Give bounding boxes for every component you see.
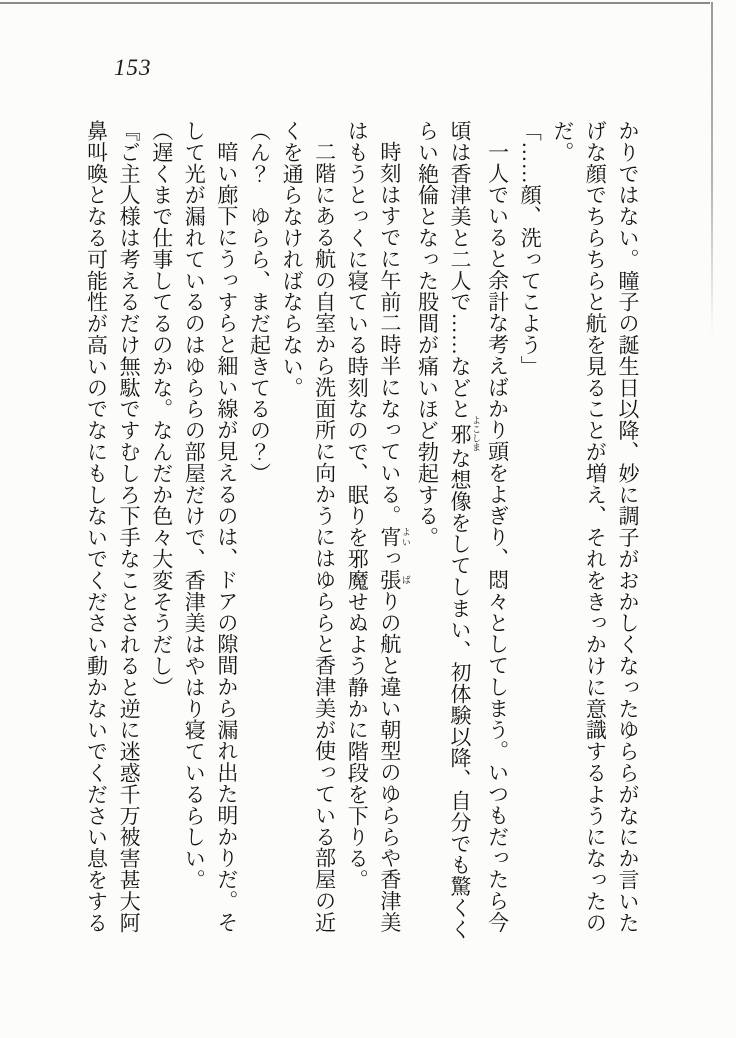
furigana-annotated-kanji: 張 ば <box>377 569 411 591</box>
text-line: （ん？ ゆらら、まだ起きてるの？） <box>247 120 272 484</box>
scan-right-edge-line <box>711 2 713 337</box>
text-line: げな顔でちらちらと航を見ることが増え、それをきっかけに意識するようになったの <box>583 120 608 934</box>
text-line: だ。 <box>550 120 575 163</box>
text-line: 時刻はすでに午前二時半になっている。宵 よいっ張 ばりの航と違い朝型のゆららや香津美 <box>377 141 411 933</box>
text-line: 『ご主人様は考えるだけ無駄ですむしろ下手なことされると逆に迷惑千万被害甚大阿 <box>117 120 142 934</box>
text-line: くを通らなければならない。 <box>280 120 305 399</box>
text-line: 「……顔、洗ってこよう」 <box>518 120 543 377</box>
furigana-annotated-kanji: 邪 よこしま <box>448 415 482 452</box>
text-block <box>80 120 644 942</box>
text-line: して光が漏れているのはゆららの部屋だけで、香津美はやはり寝ているらしい。 <box>182 120 207 891</box>
scan-top-edge-line <box>0 2 710 4</box>
text-line: 二階にある航の自室から洗面所に向かうにはゆららと香津美が使っている部屋の近 <box>312 141 337 933</box>
text-line: はもうとっくに寝ている時刻なので、眠りを邪魔せぬよう静かに階段を下りる。 <box>345 120 370 891</box>
page-number: 153 <box>114 55 152 80</box>
text-line: かりではない。瞳子の誕生日以降、妙に調子がおかしくなったゆららがなにか言いた <box>616 120 640 934</box>
furigana-annotated-kanji: 宵 よい <box>377 526 411 548</box>
text-line: （遅くまで仕事してるのかな。なんだか色々大変そうだし） <box>149 120 174 698</box>
text-line: 一人でいると余計な考えばかり頭をよぎり、悶々としてしまう。いつもだったら今 <box>485 141 510 933</box>
text-line: 暗い廊下にうっすらと細い線が見えるのは、ドアの隙間から漏れ出た明かりだ。そ <box>214 141 239 933</box>
text-line: 鼻叫喚となる可能性が高いのでなにもしないでください動かないでください息をする <box>84 120 109 934</box>
text-line: らい絶倫となった股間が痛いほど勃起する。 <box>415 120 440 548</box>
text-line: 頃は香津美と二人で……などと邪 よこしまな想像をしてしまい、初体験以降、自分でも驚くく <box>448 120 482 940</box>
